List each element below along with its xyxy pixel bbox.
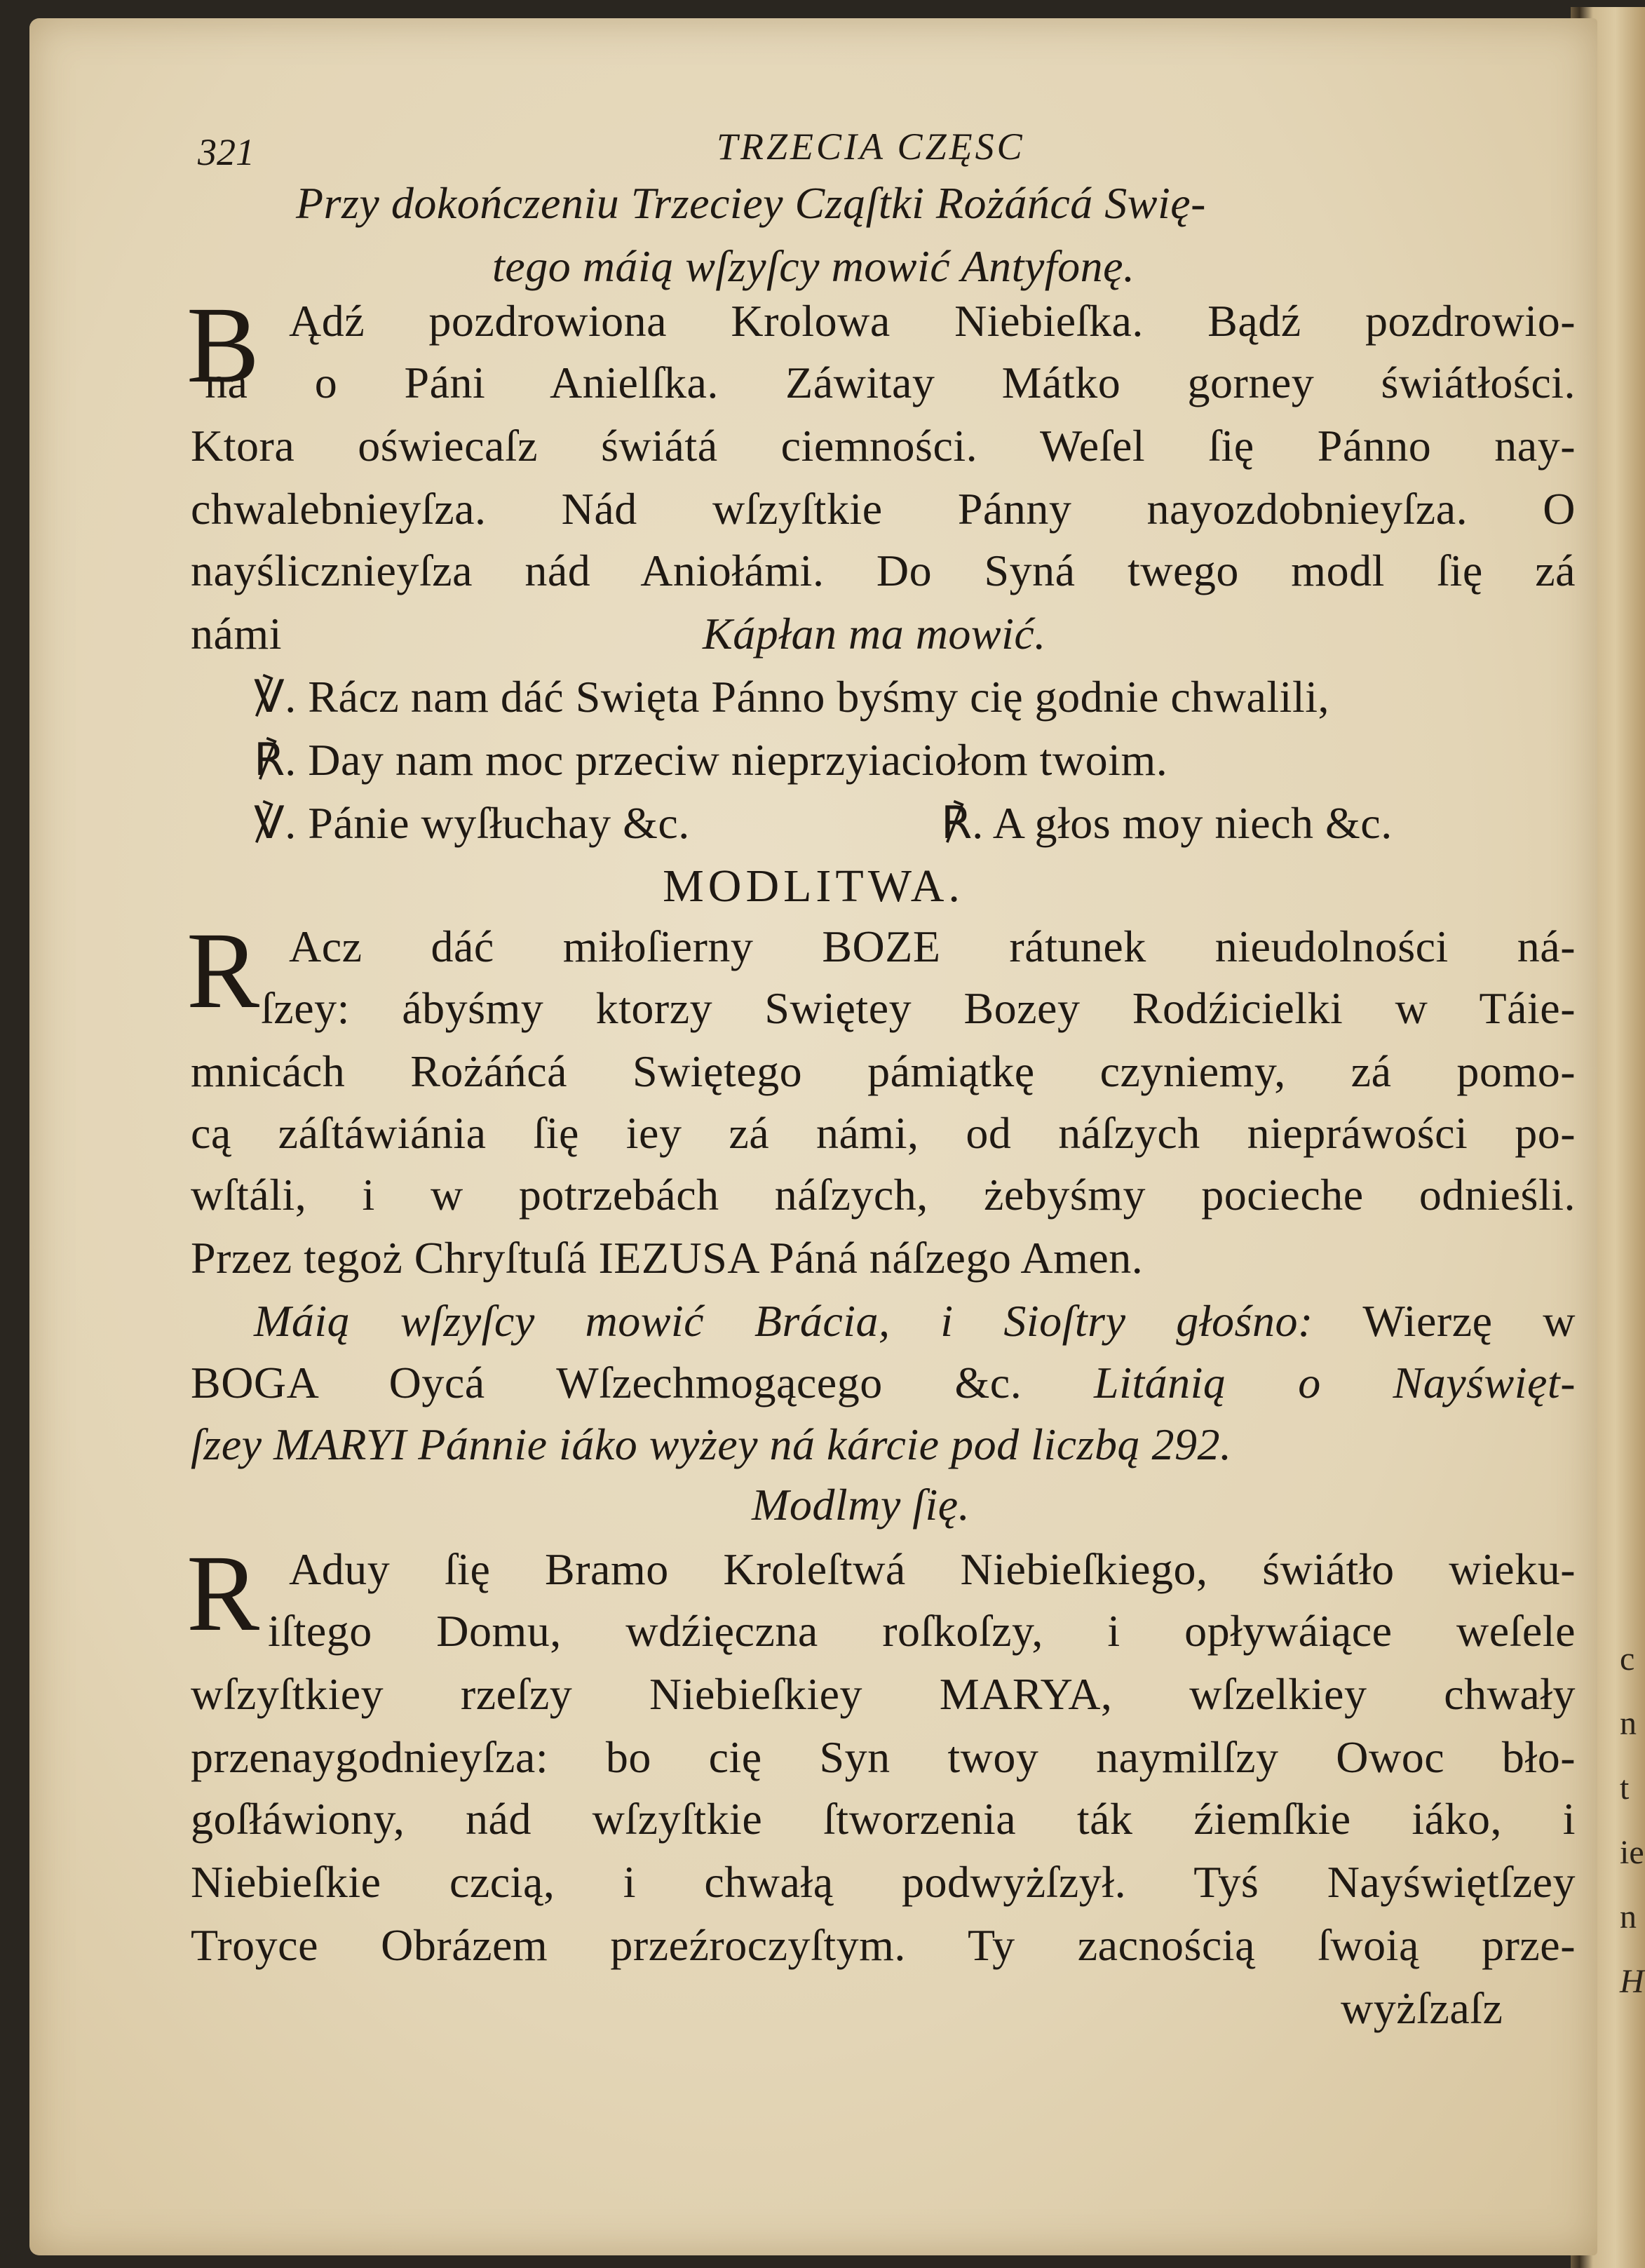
instruction-line-2 [191,1358,1576,1408]
prayer1-line-5: wſtáli, i w potrzebách náſzych, żebyśmy pocieche odnieśli. [191,1170,1576,1220]
prayer2-dropcap: R [187,1532,260,1654]
prayer1-line-1: Acz dáć miłoſierny BOZE rátunek nieudolności ná- [289,922,1576,971]
prayer1-line-4: cą záſtáwiánia ſię iey zá námi, od náſzych niepráwości po- [191,1108,1576,1158]
adjacent-fragment-6: H [1620,1963,1644,2000]
versicle-right: ℟. A głos moy niech &c. [941,798,1393,848]
prayer1-line-2: ſzey: ábyśmy ktorzy Swiętey Bozey Rodźicielki w Táie- [261,983,1576,1033]
instruction-line-3: ſzey MARYI Pánnie iáko wyżey ná kárcie pod liczbą 292. [191,1419,1232,1469]
adjacent-fragment-4: ie [1620,1834,1644,1871]
antiphon-line-5: nayślicznieyſza nád Aniołámi. Do Syná twego modl ſię zá [191,546,1576,595]
prayer2-heading: Modlmy ſię. [752,1480,970,1530]
versicle-line-1: ℣. Rácz nam dáć Swięta Pánno byśmy cię godnie chwalili, [254,672,1329,722]
instruction-italic-1: Máią wſzyſcy mowić Brácia, i Sioſtry głośno: [254,1296,1313,1346]
book-page [29,18,1597,2255]
adjacent-fragment-5: n [1620,1898,1637,1936]
antiphon-line-2: na o Páni Anielſka. Záwitay Mátko gorney świátłości. [205,358,1576,407]
section-intro-line-1: Przy dokończeniu Trzeciey Cząſtki Rożáńcá Swię- [296,178,1206,228]
adjacent-fragment-2: n [1620,1705,1637,1742]
adjacent-fragment-3: t [1620,1769,1630,1807]
antiphon-rubric: Kápłan ma mowić. [703,609,1046,659]
catchword: wyżſzaſz [1341,1983,1503,2033]
prayer1-dropcap: R [187,910,260,1031]
prayer2-line-1: Aduy ſię Bramo Kroleſtwá Niebieſkiego, świátło wieku- [289,1544,1576,1594]
versicle-line-2: ℟. Day nam moc przeciw nieprzyiaciołom twoim. [254,735,1168,785]
prayer2-line-5: goſłáwiony, nád wſzyſtkie ſtworzenia ták źiemſkie iáko, i [191,1794,1576,1844]
instruction-roman-1: Wierzę w [1313,1296,1576,1346]
instruction-roman-2: BOGA Oycá Wſzechmogącego &c. [191,1358,1094,1408]
prayer-heading: MODLITWA. [663,860,964,912]
adjacent-page-fragment [1620,1627,1644,2014]
prayer2-line-6: Niebieſkie czcią, i chwałą podwyżſzył. Tyś Nayświętſzey [191,1857,1576,1907]
prayer2-line-2: iſtego Domu, wdźięczna roſkoſzy, i opływáiące weſele [268,1606,1576,1656]
instruction-italic-2: Litánią o Nayświęt- [1094,1358,1576,1408]
antiphon-line-3: Ktora oświecaſz świátá ciemności. Weſel ſię Pánno nay- [191,421,1576,471]
section-intro-line-2: tego máią wſzyſcy mowić Antyfonę. [492,241,1135,291]
prayer2-line-4: przenaygodnieyſza: bo cię Syn twoy naymilſzy Owoc bło- [191,1732,1576,1782]
antiphon-dropcap: B [187,284,260,405]
instruction-line-1 [254,1296,1576,1346]
prayer2-line-3: wſzyſtkiey rzeſzy Niebieſkiey MARYA, wſzelkiey chwały [191,1669,1576,1719]
antiphon-line-4: chwalebnieyſza. Nád wſzyſtkie Pánny nayozdobnieyſza. O [191,484,1576,534]
antiphon-line-1: Ądź pozdrowiona Krolowa Niebieſka. Bądź pozdrowio- [289,296,1576,346]
prayer1-line-3: mnicách Rożáńcá Swiętego pámiątkę czyniemy, zá pomo- [191,1046,1576,1096]
prayer2-line-7: Troyce Obrázem przeźroczyſtym. Ty zacnością ſwoią prze- [191,1920,1576,1970]
page-number: 321 [198,131,255,173]
antiphon-last-line: námi [191,609,282,659]
adjacent-fragment-1: c [1620,1640,1635,1678]
running-title: TRZECIA CZĘSC [717,126,1025,168]
prayer1-line-6: Przez tegoż Chryſtuſá IEZUSA Páná náſzego Amen. [191,1233,1144,1283]
versicle-left: ℣. Pánie wyſłuchay &c. [254,798,690,848]
